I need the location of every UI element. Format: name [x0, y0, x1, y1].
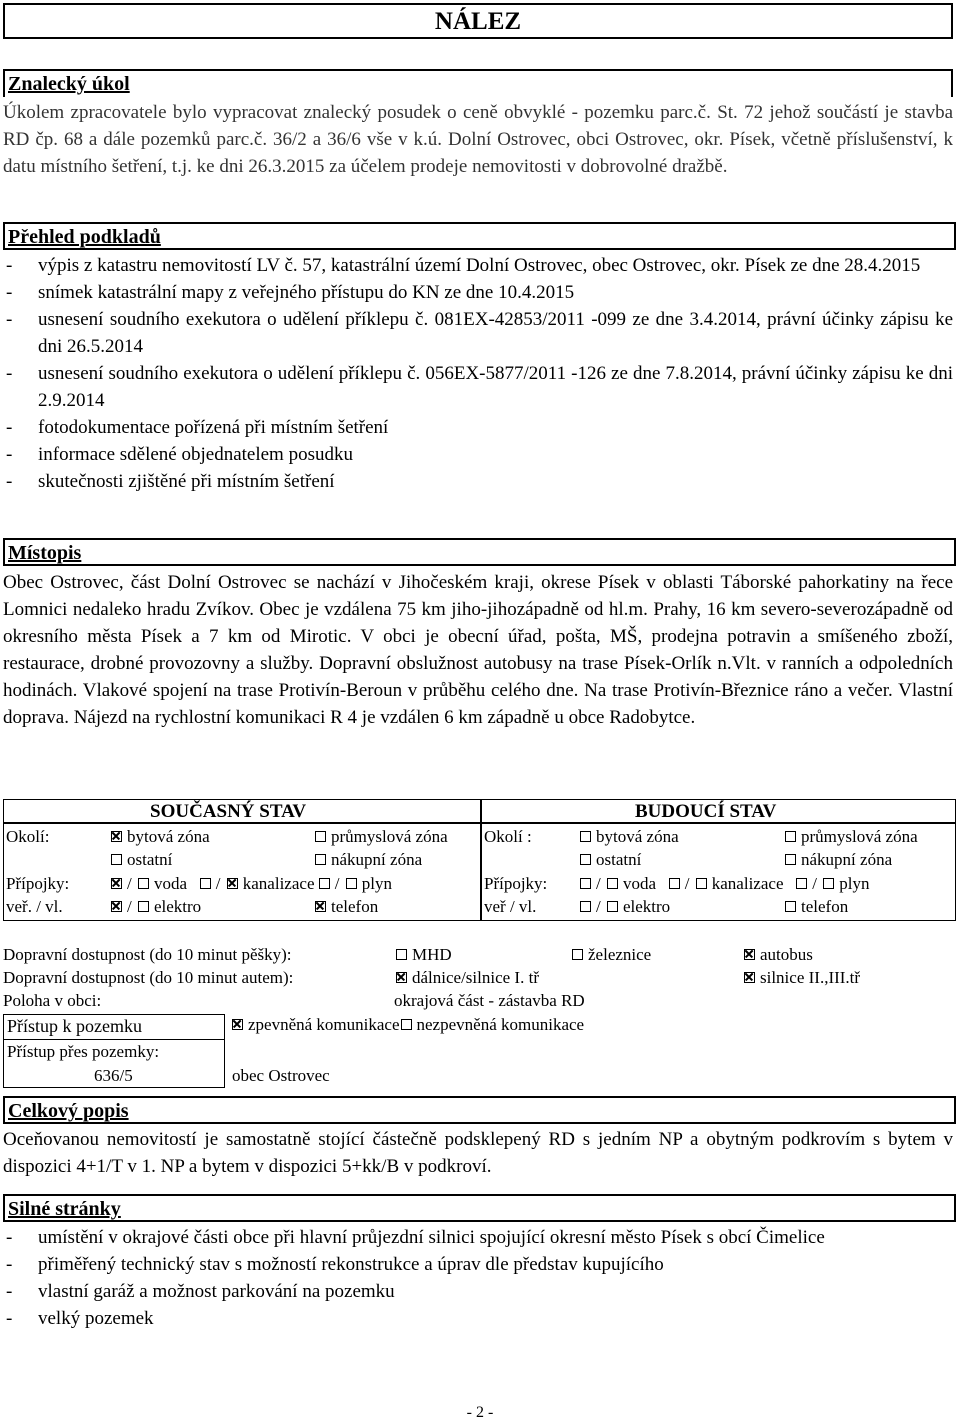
checkbox-icon	[346, 878, 357, 889]
checkbox-icon	[785, 831, 796, 842]
mhd: MHD	[396, 944, 452, 966]
checkbox-icon	[315, 831, 326, 842]
heading-text: Silné stránky	[8, 1198, 121, 1220]
list-item: - velký pozemek	[6, 1308, 154, 1329]
checkbox-icon	[200, 878, 211, 889]
checkbox-checked-icon	[744, 972, 755, 983]
prumyslova-zona-future: průmyslová zóna	[785, 826, 918, 848]
pripojky-row-future: / voda / kanalizace / plyn	[580, 873, 869, 895]
section-heading-celkovy	[3, 1096, 956, 1124]
checkbox-checked-icon	[111, 901, 122, 912]
dalnice: dálnice/silnice I. tř	[396, 967, 539, 989]
section-heading-silne	[3, 1194, 956, 1222]
poloha-label: Poloha v obci:	[3, 991, 102, 1010]
pripojky-label: Přípojky:	[6, 874, 70, 893]
checkbox-checked-icon	[315, 901, 326, 912]
heading-text: Celkový popis	[8, 1100, 129, 1122]
checkbox-icon	[319, 878, 330, 889]
list-item: - vlastní garáž a možnost parkování na pozemku	[6, 1281, 395, 1302]
checkbox-icon	[607, 901, 618, 912]
elektro-row: / elektro	[111, 896, 201, 918]
page-title: NÁLEZ	[3, 3, 953, 39]
zpevnena-komunikace: zpevněná komunikace nezpevněná komunikace	[232, 1014, 584, 1036]
pripojky-row: / voda / kanalizace / plyn	[111, 873, 392, 895]
bytova-zona: bytová zóna	[111, 826, 210, 848]
checkbox-icon	[796, 878, 807, 889]
checkbox-icon	[580, 831, 591, 842]
zeleznice: železnice	[572, 944, 651, 966]
ukol-text: Úkolem zpracovatele bylo vypracovat znalecký posudek o ceně obvyklé - pozemku parc.č. St. 72 jehož součástí je stavba RD čp. 68 a dále pozemků parc.č. 36/2 a 36/6 vše v k.ú. Dolní Ostrovec, obci Ostrovec, okr. Písek, včetně příslušenství, k datu místního šetření, t.j. ke dni 26.3.2015 za účelem prodeje nemovitosti v dobrovolné dražbě.	[3, 102, 953, 177]
heading-text: Znalecký úkol	[8, 73, 130, 95]
checkbox-checked-icon	[232, 1019, 243, 1030]
list-item: - umístění v okrajové části obce při hlavní průjezdní silnici spojující okresní město Písek s obcí Čimelice	[6, 1227, 825, 1248]
poloha-value: okrajová část - zástavba RD	[394, 991, 585, 1010]
list-item: - fotodokumentace pořízená při místním šetření	[6, 417, 389, 438]
checkbox-icon	[401, 1019, 412, 1030]
table-header-line	[3, 822, 956, 824]
silne-list	[3, 1224, 938, 1332]
ostatni: ostatní	[111, 849, 172, 871]
list-item: - skutečnosti zjištěné při místním šetření	[6, 471, 335, 492]
checkbox-icon	[396, 949, 407, 960]
list-item: - usnesení soudního exekutora o udělení příklepu č. 056EX-5877/2011 -126 ze dne 7.8.2014, právní účinky zápisu ke dni 2.9.2014	[6, 363, 953, 411]
checkbox-icon	[580, 854, 591, 865]
section-heading-podklady	[3, 222, 956, 250]
list-item: - usnesení soudního exekutora o udělení příklepu č. 081EX-42853/2011 -099 ze dne 3.4.2014, právní účinky zápisu ke dni 26.5.2014	[6, 309, 953, 357]
future-state-heading: BUDOUCÍ STAV	[635, 801, 777, 822]
nakupni-zona-future: nákupní zóna	[785, 849, 892, 871]
checkbox-icon	[138, 901, 149, 912]
parcel-number: 636/5	[94, 1066, 133, 1085]
section-heading-mistopis	[3, 538, 956, 566]
checkbox-checked-icon	[744, 949, 755, 960]
checkbox-icon	[785, 901, 796, 912]
checkbox-icon	[607, 878, 618, 889]
podklady-list	[3, 252, 953, 495]
checkbox-icon	[785, 854, 796, 865]
list-item: - přiměřený technický stav s možností rekonstrukce a úprav dle představ kupujícího	[6, 1254, 664, 1275]
checkbox-icon	[580, 878, 591, 889]
heading-text: Přehled podkladů	[8, 226, 161, 248]
parcel-owner: obec Ostrovec	[232, 1066, 330, 1085]
heading-text: Místopis	[8, 542, 82, 564]
nakupni-zona: nákupní zóna	[315, 849, 422, 871]
list-item: - výpis z katastru nemovitostí LV č. 57, katastrální území Dolní Ostrovec, obec Ostrovec, okr. Písek ze dne 28.4.2015	[6, 255, 921, 276]
checkbox-icon	[823, 878, 834, 889]
mistopis-text: Obec Ostrovec, část Dolní Ostrovec se nachází v Jihočeském kraji, okrese Písek v oblasti Táborské pahorkatiny na řece Lomnici nedaleko hradu Zvíkov. Obec je vzdálena 75 km jiho-jihozápadně od hl.m. Prahy, 16 km severo-severozápadně od okresního města Písek a 7 km od Mirotic. V obci je obecní úřad, pošta, MŠ, prodejna potravin a smíšeného zboží, restaurace, drobné provozovny a služby. Dopravní obslužnost autobusy na trase Písek-Orlík n.Vlt. v ranních a odpoledních hodinách. Vlakové spojení na trase Protivín-Beroun v průběhu celého dne. Na trase Protivín-Březnice ráno a večer. Vlastní doprava. Nájezd na rychlostní komunikaci R 4 je vzdálen 6 km západně u obce Radobytce.	[3, 572, 953, 728]
checkbox-checked-icon	[396, 972, 407, 983]
telefon: telefon	[315, 896, 378, 918]
checkbox-icon	[315, 854, 326, 865]
checkbox-checked-icon	[227, 878, 238, 889]
checkbox-checked-icon	[111, 831, 122, 842]
celkovy-text: Oceňovanou nemovitostí je samostatně stojící částečně podsklepený RD s jedním NP a obytným podkrovím s bytem v dispozici 4+1/T v 1. NP a bytem v dispozici 5+kk/B v podkroví.	[3, 1129, 953, 1177]
checkbox-icon	[696, 878, 707, 889]
pristup-pres-label: Přístup přes pozemky:	[7, 1042, 160, 1061]
page-number: - 2 -	[466, 1404, 494, 1421]
pripojky-label-future: Přípojky:	[484, 874, 548, 893]
elektro-row-future: / elektro	[580, 896, 670, 918]
checkbox-icon	[111, 854, 122, 865]
pristup-label: Přístup k pozemku	[7, 1016, 142, 1036]
table-divider	[480, 799, 482, 921]
okoli-label-future: Okolí :	[484, 827, 532, 846]
current-state-heading: SOUČASNÝ STAV	[150, 801, 307, 822]
ostatni-future: ostatní	[580, 849, 641, 871]
prumyslova-zona: průmyslová zóna	[315, 826, 448, 848]
doprava-autem-label: Dopravní dostupnost (do 10 minut autem):	[3, 968, 294, 987]
checkbox-icon	[580, 901, 591, 912]
list-item: - snímek katastrální mapy z veřejného přístupu do KN ze dne 10.4.2015	[6, 282, 575, 303]
ver-label-future: veř / vl.	[484, 897, 537, 916]
silnice: silnice II.,III.tř	[744, 967, 860, 989]
okoli-label: Okolí:	[6, 827, 50, 846]
autobus: autobus	[744, 944, 813, 966]
checkbox-icon	[572, 949, 583, 960]
doprava-pesky-label: Dopravní dostupnost (do 10 minut pěšky):	[3, 945, 292, 964]
list-item: - informace sdělené objednatelem posudku	[6, 444, 353, 465]
checkbox-checked-icon	[111, 878, 122, 889]
telefon-future: telefon	[785, 896, 848, 918]
checkbox-icon	[669, 878, 680, 889]
checkbox-icon	[138, 878, 149, 889]
bytova-zona-future: bytová zóna	[580, 826, 679, 848]
ver-label: veř. / vl.	[6, 897, 63, 916]
section-heading-ukol	[3, 69, 953, 97]
